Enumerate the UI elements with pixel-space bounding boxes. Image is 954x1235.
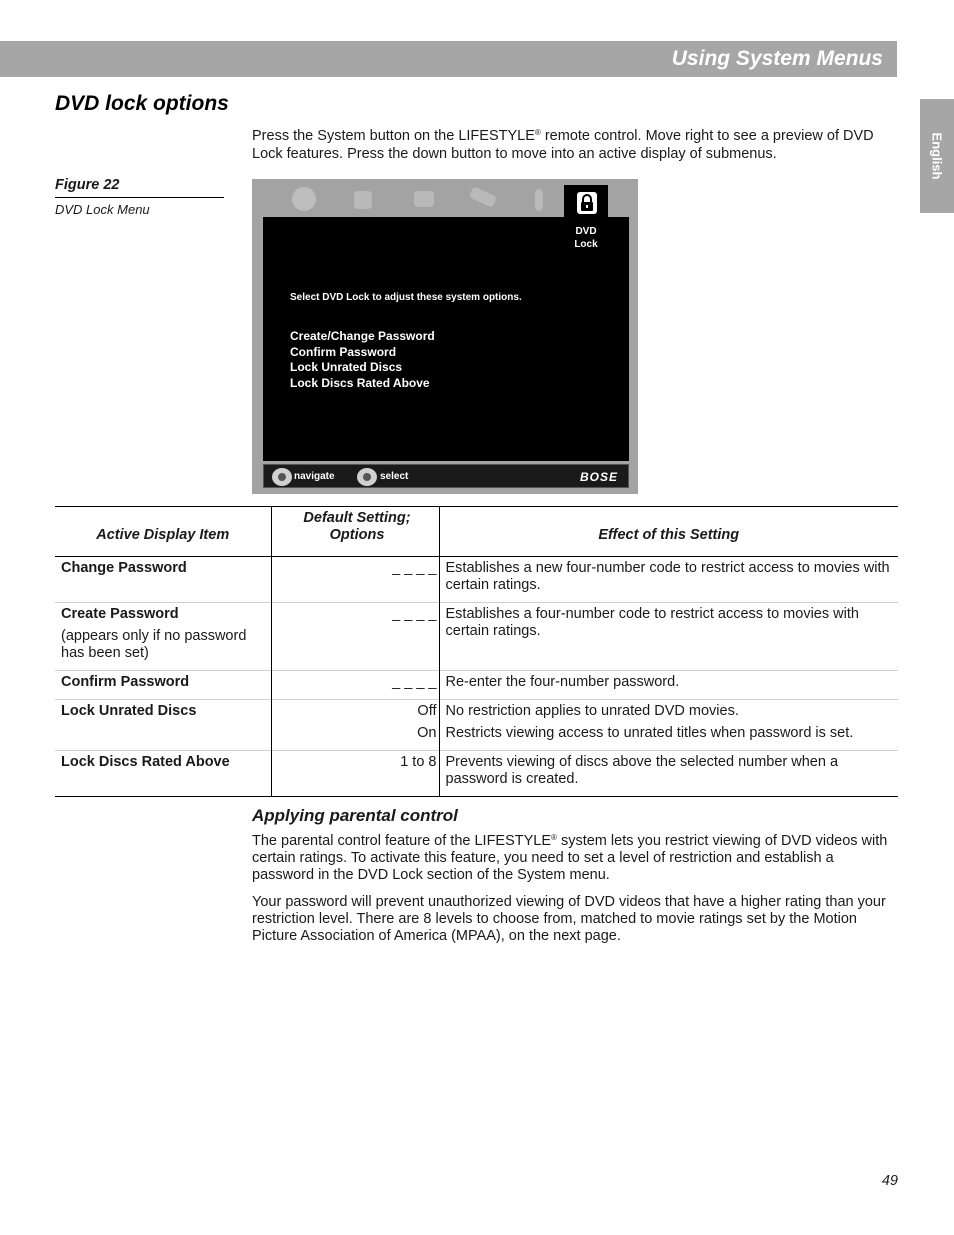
effect-text: Re-enter the four-number password. <box>445 674 680 690</box>
option-value: Off <box>417 703 437 719</box>
screen-menu-item: Lock Unrated Discs <box>290 360 403 374</box>
header-item: Active Display Item <box>96 527 230 543</box>
bose-logo: BOSE <box>579 470 618 484</box>
settings-table <box>55 506 898 797</box>
figure-caption: DVD Lock Menu <box>55 202 150 217</box>
effect-text: Prevents viewing of discs above the selected number when a password is created. <box>445 754 839 787</box>
system-button-name: System <box>317 128 366 144</box>
speaker-icon <box>354 191 372 209</box>
option-cell <box>271 700 439 751</box>
table-row <box>55 700 898 751</box>
screen-display <box>263 217 629 461</box>
item-cell <box>55 751 271 797</box>
effect-cell <box>439 557 898 603</box>
effect-text: No restriction applies to unrated DVD movies. <box>445 703 739 719</box>
remote-icon <box>469 186 498 208</box>
parental-paragraph-1: The parental control feature of the LIFESTYLE® system lets you restrict viewing of DVD videos with certain ratings. To activate this feature, you need to set a level of restriction and establish a password in the DVD Lock section of the System menu. <box>252 833 888 883</box>
item-note: (appears only if no password has been set) <box>61 628 247 661</box>
screen-menu-item: Confirm Password <box>290 344 397 359</box>
option-cell <box>271 603 439 671</box>
option-value: _ _ _ _ <box>392 606 437 622</box>
language-tab-label: English <box>929 132 945 180</box>
language-tab <box>920 99 954 213</box>
navigate-icon <box>272 468 292 486</box>
navigate-label: navigate <box>294 471 335 482</box>
effect-text: Establishes a new four-number code to restrict access to movies with certain ratings. <box>445 560 890 593</box>
table-row <box>55 751 898 797</box>
menu-icon-row <box>280 187 550 213</box>
option-cell <box>271 751 439 797</box>
effect-text: Establishes a four-number code to restrict access to movies with certain ratings. <box>445 606 859 639</box>
table-row <box>55 557 898 603</box>
parental-title: Applying parental control <box>252 806 458 825</box>
screen-footer <box>263 464 629 488</box>
effect-cell <box>439 751 898 797</box>
item-name: Change Password <box>61 560 187 576</box>
figure-label: Figure 22 <box>55 177 224 198</box>
item-name: Confirm Password <box>61 674 190 690</box>
section-title: DVD lock options <box>55 92 229 115</box>
effect-cell <box>439 671 898 700</box>
table-header-row <box>55 507 898 557</box>
item-name: Lock Discs Rated Above <box>61 754 230 770</box>
option-cell <box>271 557 439 603</box>
item-cell <box>55 557 271 603</box>
select-label: select <box>380 471 409 482</box>
screen-prompt: Select DVD Lock to adjust these system options. <box>290 292 522 303</box>
table-row <box>55 671 898 700</box>
item-name: Lock Unrated Discs <box>61 703 197 719</box>
dvd-lock-tab-label: DVD Lock <box>574 226 598 250</box>
parental-paragraph-2: Your password will prevent unauthorized viewing of DVD videos that have a higher rating than your restriction level. There are 8 levels to choose from, matched to movie ratings set by the Motion Picture Association of America (MPAA), on the next page. <box>252 894 886 944</box>
item-cell <box>55 671 271 700</box>
select-icon <box>357 468 377 486</box>
page-number: 49 <box>881 1173 898 1189</box>
option-value: _ _ _ _ <box>392 674 437 690</box>
antenna-icon <box>535 189 543 211</box>
option-cell <box>271 671 439 700</box>
tv-icon <box>414 191 434 207</box>
effect-cell <box>439 700 898 751</box>
screen-menu-item: Create/Change Password <box>290 329 435 343</box>
header-title: Using System Menus <box>671 47 883 70</box>
item-name: Create Password <box>61 606 179 622</box>
disc-icon <box>292 187 316 211</box>
item-cell <box>55 700 271 751</box>
option-value: _ _ _ _ <box>392 560 437 576</box>
header-effect: Effect of this Setting <box>598 527 740 543</box>
item-cell <box>55 603 271 671</box>
effect-text: Restricts viewing access to unrated titles when password is set. <box>445 725 854 741</box>
header-default: Default Setting; Options <box>271 507 439 557</box>
header-bar <box>0 41 897 77</box>
dvd-lock-tab <box>564 185 608 249</box>
screen-menu-item: Lock Discs Rated Above <box>290 375 430 390</box>
lock-icon <box>576 191 598 215</box>
option-value: 1 to 8 <box>400 754 437 770</box>
table-row <box>55 603 898 671</box>
intro-paragraph: Press the System button on the LIFESTYLE® remote control. Move right to see a preview of DVD Lock features. Press the down button to move into an active display of submenus. <box>252 128 874 162</box>
option-value: On <box>417 725 437 741</box>
effect-cell <box>439 603 898 671</box>
dvd-lock-screen <box>252 179 638 494</box>
screen-menu <box>290 329 435 391</box>
